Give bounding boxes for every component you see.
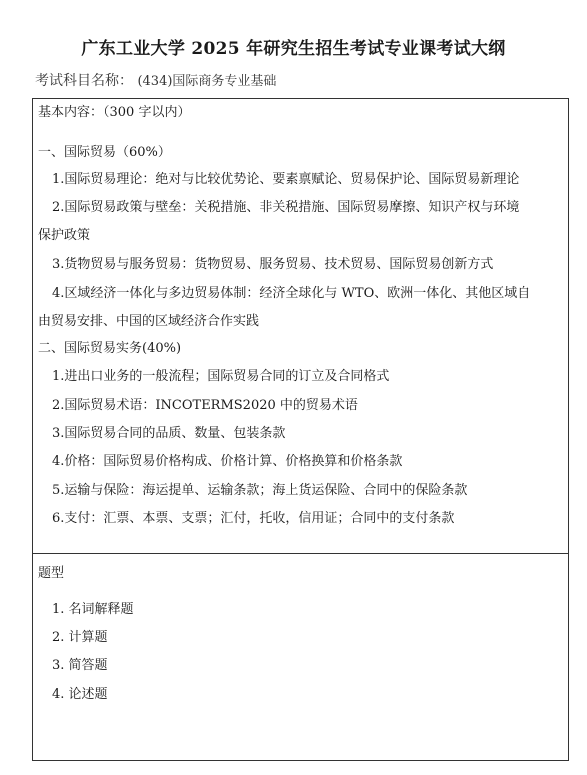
question-type-item: 1. 名词解释题 <box>52 602 134 617</box>
part1-item-continuation: 由贸易安排、中国的区域经济合作实践 <box>38 314 260 329</box>
subject-line <box>35 70 276 90</box>
part2-item: 2.国际贸易术语：INCOTERMS2020 中的贸易术语 <box>52 398 358 413</box>
part2-item: 6.支付：汇票、本票、支票；汇付，托收，信用证；合同中的支付条款 <box>52 511 455 526</box>
part2-title: 二、国际贸易实务(40%) <box>38 341 182 356</box>
question-type-item: 2. 计算题 <box>52 630 108 645</box>
part1-item: 3.货物贸易与服务贸易：货物贸易、服务贸易、技术贸易、国际贸易创新方式 <box>52 257 494 272</box>
subject-value: (434)国际商务专业基础 <box>137 74 277 89</box>
part1-item: 1.国际贸易理论：绝对与比较优势论、要素禀赋论、贸易保护论、国际贸易新理论 <box>52 172 520 187</box>
part2-item: 5.运输与保险：海运提单、运输条款；海上货运保险、合同中的保险条款 <box>52 483 468 498</box>
subject-label: 考试科目名称： <box>35 73 133 89</box>
part2-item: 3.国际贸易合同的品质、数量、包装条款 <box>52 426 286 441</box>
part1-item: 2.国际贸易政策与壁垒：关税措施、非关税措施、国际贸易摩擦、知识产权与环境 <box>52 200 520 215</box>
part1-title: 一、国际贸易（60%） <box>38 145 171 160</box>
content-heading: 基本内容：（300 字以内） <box>38 105 191 120</box>
section-divider <box>33 553 568 554</box>
part1-item: 4.区域经济一体化与多边贸易体制：经济全球化与 WTO、欧洲一体化、其他区域自 <box>52 286 531 301</box>
part1-item-continuation: 保护政策 <box>38 228 91 243</box>
document-title: 广东工业大学 2025 年研究生招生考试专业课考试大纲 <box>81 39 506 59</box>
part2-item: 1.进出口业务的一般流程；国际贸易合同的订立及合同格式 <box>52 369 390 384</box>
question-type-item: 4. 论述题 <box>52 687 108 702</box>
question-types-heading: 题型 <box>38 566 65 581</box>
question-type-item: 3. 简答题 <box>52 658 108 673</box>
syllabus-table <box>32 98 569 761</box>
part2-item: 4.价格：国际贸易价格构成、价格计算、价格换算和价格条款 <box>52 454 403 469</box>
